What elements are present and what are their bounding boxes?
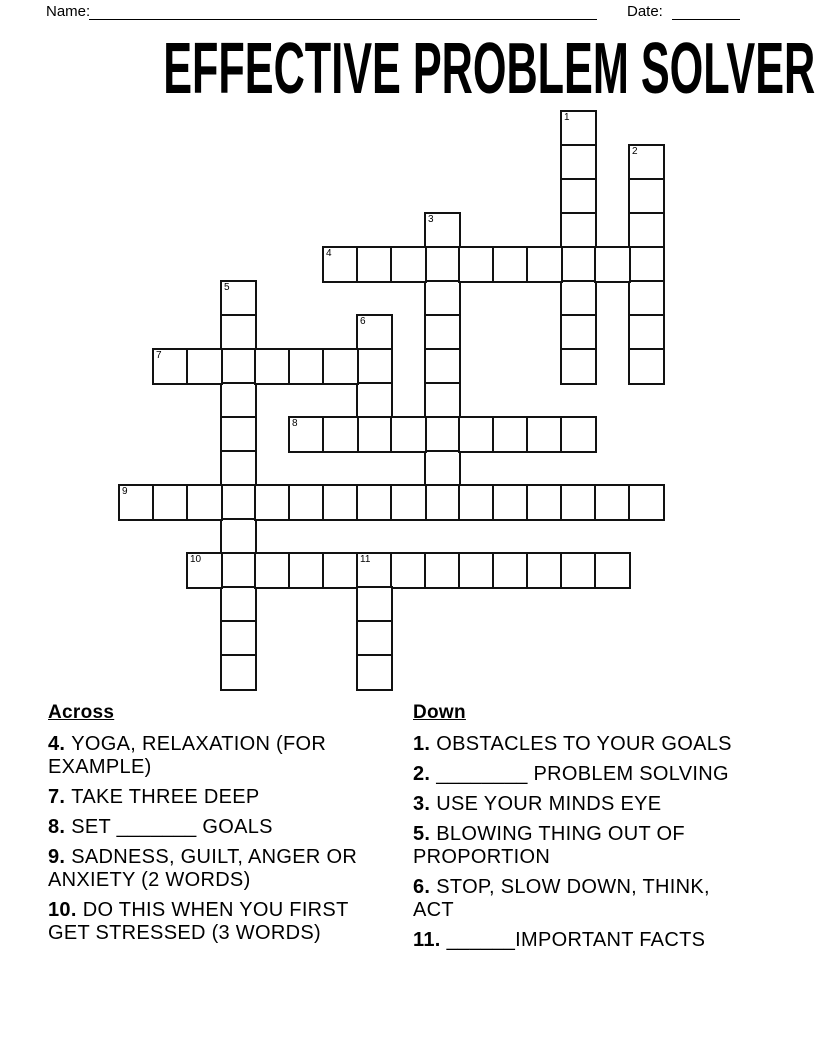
grid-cell[interactable] xyxy=(356,552,393,589)
grid-cell[interactable] xyxy=(322,348,359,385)
grid-cell[interactable] xyxy=(424,348,461,385)
grid-cell[interactable] xyxy=(322,484,359,521)
clue-number: 1. xyxy=(413,733,431,755)
clue-across-10 xyxy=(48,899,398,945)
name-fill-line[interactable] xyxy=(89,19,597,20)
clue-text-line2: ANXIETY (2 WORDS) xyxy=(48,869,251,891)
clue-number: 10. xyxy=(48,899,77,921)
grid-cell[interactable] xyxy=(628,314,665,351)
page-title: EFFECTIVE PROBLEM SOLVER xyxy=(163,29,816,109)
cell-number: 4 xyxy=(326,248,332,259)
grid-cell[interactable] xyxy=(628,246,665,283)
clue-text: SADNESS, GUILT, ANGER OR xyxy=(71,846,358,868)
grid-cell[interactable] xyxy=(594,246,631,283)
clue-number: 11. xyxy=(413,929,441,951)
grid-cell[interactable] xyxy=(560,178,597,215)
clue-text: YOGA, RELAXATION (FOR xyxy=(71,733,327,755)
grid-cell[interactable] xyxy=(560,484,597,521)
grid-cell[interactable] xyxy=(356,348,393,385)
grid-cell[interactable] xyxy=(220,280,257,317)
grid-cell[interactable] xyxy=(118,484,155,521)
grid-cell[interactable] xyxy=(628,484,665,521)
grid-cell[interactable] xyxy=(390,552,427,589)
grid-cell[interactable] xyxy=(424,484,461,521)
clue-text-line2: ACT xyxy=(413,899,454,921)
grid-cell[interactable] xyxy=(560,348,597,385)
grid-cell[interactable] xyxy=(356,416,393,453)
clue-number: 2. xyxy=(413,763,431,785)
grid-cell[interactable] xyxy=(458,416,495,453)
date-label: Date: xyxy=(627,3,663,20)
clue-down-5 xyxy=(413,823,773,869)
grid-cell[interactable] xyxy=(390,246,427,283)
grid-cell[interactable] xyxy=(288,416,325,453)
grid-cell[interactable] xyxy=(322,416,359,453)
cell-number: 3 xyxy=(428,214,434,225)
grid-cell[interactable] xyxy=(220,484,257,521)
clue-text: OBSTACLES TO YOUR GOALS xyxy=(436,733,732,755)
cell-number: 2 xyxy=(632,146,638,157)
grid-cell[interactable] xyxy=(424,382,461,419)
clue-text: ______IMPORTANT FACTS xyxy=(446,929,706,951)
clue-text: TAKE THREE DEEP xyxy=(71,786,260,808)
grid-cell[interactable] xyxy=(356,314,393,351)
grid-cell[interactable] xyxy=(492,246,529,283)
clue-down-1 xyxy=(413,733,773,756)
grid-cell[interactable] xyxy=(220,586,257,623)
clue-text: USE YOUR MINDS EYE xyxy=(436,793,662,815)
grid-cell[interactable] xyxy=(186,484,223,521)
grid-cell[interactable] xyxy=(458,552,495,589)
clue-number: 3. xyxy=(413,793,431,815)
grid-cell[interactable] xyxy=(492,484,529,521)
down-clues-section xyxy=(413,701,773,959)
clue-text-line2: PROPORTION xyxy=(413,846,551,868)
grid-cell[interactable] xyxy=(458,246,495,283)
cell-number: 9 xyxy=(122,486,128,497)
grid-cell[interactable] xyxy=(254,552,291,589)
grid-cell[interactable] xyxy=(152,348,189,385)
grid-cell[interactable] xyxy=(186,552,223,589)
grid-cell[interactable] xyxy=(288,348,325,385)
grid-cell[interactable] xyxy=(560,212,597,249)
clue-down-6 xyxy=(413,876,773,922)
grid-cell[interactable] xyxy=(220,654,257,691)
grid-cell[interactable] xyxy=(560,280,597,317)
clue-number: 6. xyxy=(413,876,431,898)
grid-cell[interactable] xyxy=(526,416,563,453)
clue-number: 7. xyxy=(48,786,66,808)
clue-text: BLOWING THING OUT OF xyxy=(436,823,685,845)
clue-across-4 xyxy=(48,733,398,779)
grid-cell[interactable] xyxy=(220,620,257,657)
grid-cell[interactable] xyxy=(356,620,393,657)
grid-cell[interactable] xyxy=(628,348,665,385)
cell-number: 6 xyxy=(360,316,366,327)
clue-number: 9. xyxy=(48,846,66,868)
clue-text-line2: GET STRESSED (3 WORDS) xyxy=(48,922,321,944)
grid-cell[interactable] xyxy=(220,382,257,419)
name-label: Name: xyxy=(46,3,91,20)
grid-cell[interactable] xyxy=(220,552,257,589)
grid-cell[interactable] xyxy=(186,348,223,385)
grid-cell[interactable] xyxy=(356,586,393,623)
grid-cell[interactable] xyxy=(288,484,325,521)
clue-number: 4. xyxy=(48,733,66,755)
clue-text-line2: EXAMPLE) xyxy=(48,756,152,778)
grid-cell[interactable] xyxy=(356,382,393,419)
across-heading: Across xyxy=(48,702,115,723)
grid-cell[interactable] xyxy=(526,484,563,521)
grid-cell[interactable] xyxy=(356,246,393,283)
grid-cell[interactable] xyxy=(424,212,461,249)
clue-number: 8. xyxy=(48,816,66,838)
grid-cell[interactable] xyxy=(628,178,665,215)
grid-cell[interactable] xyxy=(594,552,631,589)
date-fill-line[interactable] xyxy=(672,19,740,20)
grid-cell[interactable] xyxy=(424,416,461,453)
grid-cell[interactable] xyxy=(390,484,427,521)
grid-cell[interactable] xyxy=(560,110,597,147)
grid-cell[interactable] xyxy=(526,552,563,589)
across-clues-section xyxy=(48,701,398,952)
clue-text: ________ PROBLEM SOLVING xyxy=(436,763,729,785)
grid-cell[interactable] xyxy=(492,552,529,589)
grid-cell[interactable] xyxy=(560,314,597,351)
clue-text: SET _______ GOALS xyxy=(71,816,273,838)
grid-cell[interactable] xyxy=(526,246,563,283)
grid-cell[interactable] xyxy=(594,484,631,521)
grid-cell[interactable] xyxy=(628,144,665,181)
grid-cell[interactable] xyxy=(560,416,597,453)
grid-cell[interactable] xyxy=(628,212,665,249)
grid-cell[interactable] xyxy=(220,348,257,385)
grid-cell[interactable] xyxy=(424,552,461,589)
clue-text: DO THIS WHEN YOU FIRST xyxy=(82,899,349,921)
cell-number: 10 xyxy=(190,554,202,565)
grid-cell[interactable] xyxy=(492,416,529,453)
grid-cell[interactable] xyxy=(254,348,291,385)
grid-cell[interactable] xyxy=(356,484,393,521)
cell-number: 7 xyxy=(156,350,162,361)
grid-cell[interactable] xyxy=(390,416,427,453)
clue-across-8 xyxy=(48,816,398,839)
clue-across-7 xyxy=(48,786,398,809)
grid-cell[interactable] xyxy=(322,552,359,589)
grid-cell[interactable] xyxy=(220,450,257,487)
clue-number: 5. xyxy=(413,823,431,845)
grid-cell[interactable] xyxy=(152,484,189,521)
grid-cell[interactable] xyxy=(424,280,461,317)
cell-number: 8 xyxy=(292,418,298,429)
grid-cell[interactable] xyxy=(628,280,665,317)
grid-cell[interactable] xyxy=(220,314,257,351)
cell-number: 1 xyxy=(564,112,570,123)
clue-down-3 xyxy=(413,793,773,816)
grid-cell[interactable] xyxy=(322,246,359,283)
grid-cell[interactable] xyxy=(424,450,461,487)
grid-cell[interactable] xyxy=(254,484,291,521)
down-heading: Down xyxy=(413,702,466,723)
grid-cell[interactable] xyxy=(220,518,257,555)
grid-cell[interactable] xyxy=(560,552,597,589)
clue-text: STOP, SLOW DOWN, THINK, xyxy=(436,876,710,898)
grid-cell[interactable] xyxy=(424,314,461,351)
grid-cell[interactable] xyxy=(560,144,597,181)
cell-number: 11 xyxy=(360,554,371,565)
grid-cell[interactable] xyxy=(356,654,393,691)
grid-cell[interactable] xyxy=(288,552,325,589)
grid-cell[interactable] xyxy=(458,484,495,521)
grid-cell[interactable] xyxy=(560,246,597,283)
grid-cell[interactable] xyxy=(220,416,257,453)
grid-cell[interactable] xyxy=(424,246,461,283)
clue-across-9 xyxy=(48,846,398,892)
clue-down-2 xyxy=(413,763,773,786)
cell-number: 5 xyxy=(224,282,230,293)
clue-down-11 xyxy=(413,929,773,952)
